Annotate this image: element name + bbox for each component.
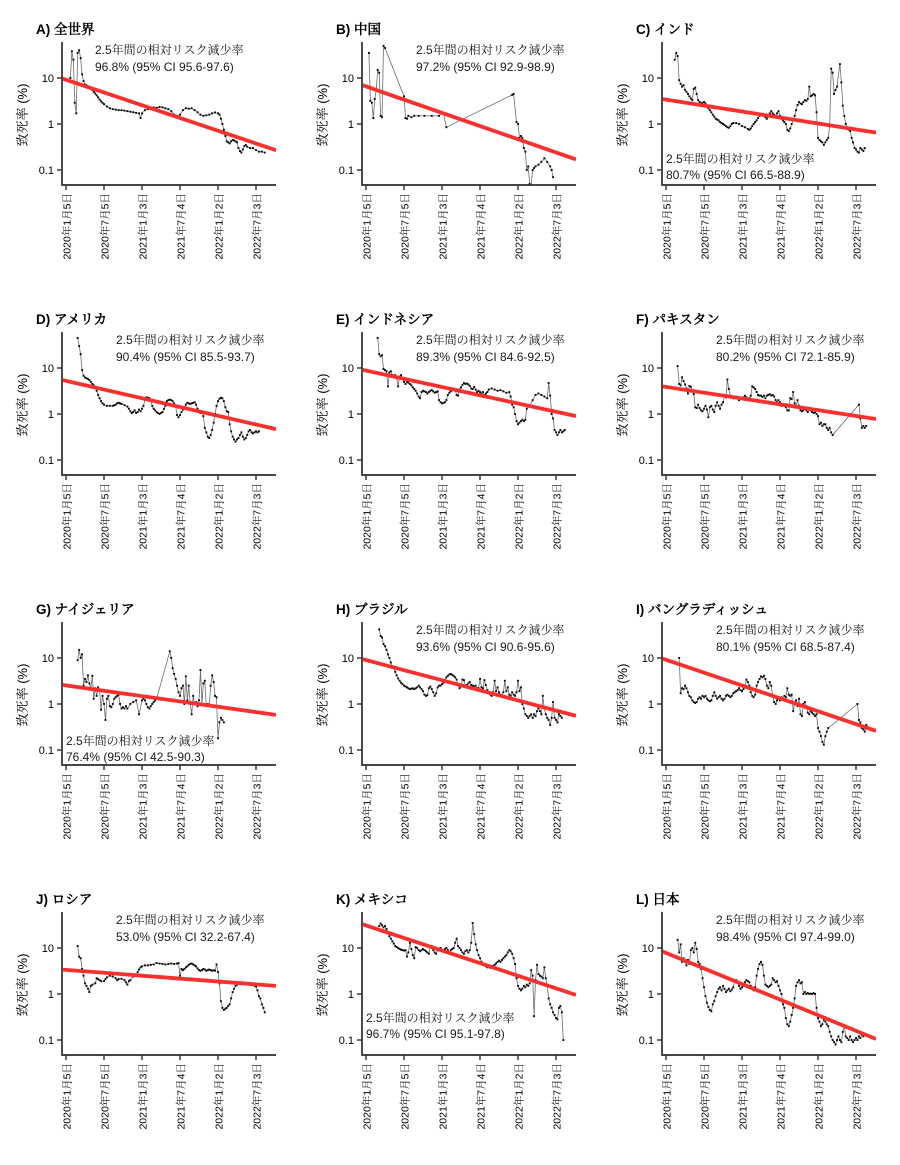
trend-line: [662, 951, 876, 1039]
chart-G: [0, 580, 300, 870]
y-tick-label: 0.1: [38, 1035, 54, 1047]
x-tick-label: 2021年7月4日: [175, 483, 188, 550]
series-line: [78, 650, 224, 738]
y-tick-label: 1: [47, 119, 54, 131]
x-tick-label: 2022年7月3日: [851, 773, 864, 840]
x-tick-label: 2020年7月5日: [99, 1063, 112, 1130]
y-tick-label: 10: [641, 73, 654, 85]
chart-B: [300, 0, 600, 290]
y-axis-label: 致死率 (%): [315, 373, 330, 437]
x-tick-label: 2020年7月5日: [399, 773, 412, 840]
x-ticks: [361, 1055, 564, 1130]
trend-line: [362, 924, 576, 995]
annotation-rrr-line2: 76.4% (95% CI 42.5-90.3): [66, 750, 205, 764]
y-axis-label: 致死率 (%): [615, 373, 630, 437]
trend-line: [62, 685, 276, 715]
trend-line: [362, 659, 576, 716]
x-tick-label: 2021年7月4日: [475, 483, 488, 550]
x-tick-label: 2020年1月5日: [361, 773, 374, 840]
panel-E: [300, 290, 600, 580]
trend-line: [362, 85, 576, 159]
y-tick-label: 10: [641, 653, 654, 665]
y-tick-label: 0.1: [338, 1035, 354, 1047]
annotation-rrr-line2: 89.3% (95% CI 84.6-92.5): [416, 350, 555, 364]
x-tick-label: 2022年7月3日: [251, 483, 264, 550]
x-tick-label: 2022年1月2日: [213, 193, 226, 260]
x-tick-label: 2021年1月3日: [737, 483, 750, 550]
chart-J: [0, 870, 300, 1160]
x-tick-label: 2021年7月4日: [775, 1063, 788, 1130]
y-tick-label: 1: [347, 699, 354, 711]
annotation-rrr-line2: 93.6% (95% CI 90.6-95.6): [416, 640, 555, 654]
x-tick-label: 2022年1月2日: [813, 773, 826, 840]
y-tick-label: 1: [47, 699, 54, 711]
chart-I: [600, 580, 900, 870]
x-tick-label: 2021年1月3日: [137, 773, 150, 840]
x-tick-label: 2022年1月2日: [213, 483, 226, 550]
panel-K: [300, 870, 600, 1160]
x-tick-label: 2022年7月3日: [251, 193, 264, 260]
x-tick-label: 2020年7月5日: [99, 193, 112, 260]
x-tick-label: 2021年7月4日: [175, 773, 188, 840]
panel-L: [600, 870, 900, 1160]
y-ticks: [39, 73, 62, 177]
y-ticks: [639, 363, 662, 467]
y-ticks: [39, 363, 62, 467]
x-tick-label: 2022年7月3日: [851, 483, 864, 550]
x-ticks: [661, 185, 864, 260]
x-tick-label: 2020年1月5日: [361, 193, 374, 260]
x-tick-label: 2021年7月4日: [475, 1063, 488, 1130]
x-tick-label: 2022年7月3日: [551, 773, 564, 840]
x-tick-label: 2022年1月2日: [813, 1063, 826, 1130]
y-ticks: [339, 943, 362, 1047]
panel-title: A) 全世界: [36, 22, 95, 37]
annotation-rrr-line1: 2.5年間の相対リスク減少率: [116, 913, 265, 927]
x-ticks: [361, 185, 564, 260]
x-tick-label: 2020年1月5日: [661, 483, 674, 550]
x-tick-label: 2021年1月3日: [137, 483, 150, 550]
x-tick-label: 2022年1月2日: [813, 483, 826, 550]
y-axis-label: 致死率 (%): [615, 663, 630, 727]
chart-A: [0, 0, 300, 290]
panel-title: C) インド: [636, 22, 695, 37]
x-tick-label: 2020年1月5日: [661, 773, 674, 840]
x-tick-label: 2022年7月3日: [251, 1063, 264, 1130]
panel-D: [0, 290, 300, 580]
panel-F: [600, 290, 900, 580]
x-tick-label: 2020年7月5日: [699, 1063, 712, 1130]
annotation-rrr-line1: 2.5年間の相対リスク減少率: [366, 1011, 515, 1025]
x-tick-label: 2021年1月3日: [737, 773, 750, 840]
x-tick-label: 2020年7月5日: [699, 483, 712, 550]
annotation-rrr-line2: 97.2% (95% CI 92.9-98.9): [416, 60, 555, 74]
x-tick-label: 2021年7月4日: [175, 193, 188, 260]
y-tick-label: 0.1: [38, 455, 54, 467]
panel-B: [300, 0, 600, 290]
x-tick-label: 2020年1月5日: [661, 193, 674, 260]
x-tick-label: 2021年7月4日: [475, 773, 488, 840]
x-ticks: [61, 1055, 264, 1130]
y-ticks: [39, 943, 62, 1047]
x-ticks: [61, 475, 264, 550]
chart-H: [300, 580, 600, 870]
annotation-rrr-line1: 2.5年間の相対リスク減少率: [95, 43, 244, 57]
y-tick-label: 0.1: [38, 165, 54, 177]
series-markers: [678, 657, 868, 746]
x-tick-label: 2022年1月2日: [513, 773, 526, 840]
panel-J: [0, 870, 300, 1160]
y-tick-label: 0.1: [638, 455, 654, 467]
panel-title: K) メキシコ: [336, 892, 408, 907]
y-ticks: [639, 653, 662, 757]
y-axis-label: 致死率 (%): [315, 83, 330, 147]
x-tick-label: 2021年1月3日: [137, 193, 150, 260]
x-tick-label: 2021年7月4日: [175, 1063, 188, 1130]
chart-D: [0, 290, 300, 580]
x-tick-label: 2022年7月3日: [551, 483, 564, 550]
x-tick-label: 2020年1月5日: [61, 773, 74, 840]
y-ticks: [639, 73, 662, 177]
panel-title: F) パキスタン: [636, 312, 720, 327]
y-tick-label: 1: [647, 699, 654, 711]
y-axis-label: 致死率 (%): [15, 83, 30, 147]
x-tick-label: 2021年1月3日: [437, 1063, 450, 1130]
y-ticks: [339, 653, 362, 757]
y-tick-label: 10: [41, 653, 54, 665]
x-tick-label: 2021年7月4日: [475, 193, 488, 260]
panel-H: [300, 580, 600, 870]
y-tick-label: 10: [341, 943, 354, 955]
panel-title: L) 日本: [636, 892, 680, 907]
annotation-rrr-line1: 2.5年間の相対リスク減少率: [666, 152, 815, 166]
panel-C: [600, 0, 900, 290]
x-tick-label: 2022年7月3日: [851, 193, 864, 260]
y-tick-label: 1: [347, 119, 354, 131]
y-tick-label: 0.1: [338, 455, 354, 467]
series-line: [678, 366, 867, 435]
x-tick-label: 2020年7月5日: [99, 483, 112, 550]
y-axis-label: 致死率 (%): [315, 953, 330, 1017]
series-markers: [674, 52, 866, 154]
x-tick-label: 2022年1月2日: [513, 483, 526, 550]
y-axis-label: 致死率 (%): [615, 953, 630, 1017]
y-axis-label: 致死率 (%): [15, 373, 30, 437]
x-tick-label: 2020年7月5日: [399, 483, 412, 550]
x-tick-label: 2022年7月3日: [251, 773, 264, 840]
x-tick-label: 2022年1月2日: [813, 193, 826, 260]
x-tick-label: 2020年1月5日: [61, 483, 74, 550]
x-tick-label: 2020年7月5日: [399, 1063, 412, 1130]
x-tick-label: 2022年7月3日: [551, 193, 564, 260]
y-ticks: [339, 73, 362, 177]
x-tick-label: 2020年1月5日: [361, 1063, 374, 1130]
y-tick-label: 10: [41, 363, 54, 375]
annotation-rrr-line2: 80.7% (95% CI 66.5-88.9): [666, 168, 805, 182]
y-axis-label: 致死率 (%): [315, 663, 330, 727]
panel-title: H) ブラジル: [336, 602, 408, 617]
x-tick-label: 2022年1月2日: [213, 1063, 226, 1130]
annotation-rrr-line2: 96.7% (95% CI 95.1-97.8): [366, 1027, 505, 1041]
x-tick-label: 2020年7月5日: [699, 773, 712, 840]
panel-A: [0, 0, 300, 290]
chart-K: [300, 870, 600, 1160]
y-tick-label: 10: [341, 653, 354, 665]
x-tick-label: 2020年7月5日: [99, 773, 112, 840]
annotation-rrr-line2: 53.0% (95% CI 32.2-67.4): [116, 930, 255, 944]
x-ticks: [661, 1055, 864, 1130]
chart-C: [600, 0, 900, 290]
chart-E: [300, 290, 600, 580]
y-tick-label: 1: [47, 409, 54, 421]
y-tick-label: 10: [41, 943, 54, 955]
x-tick-label: 2022年1月2日: [513, 193, 526, 260]
y-tick-label: 0.1: [338, 165, 354, 177]
x-tick-label: 2021年7月4日: [775, 773, 788, 840]
annotation-rrr-line2: 80.1% (95% CI 68.5-87.4): [716, 640, 855, 654]
annotation-rrr-line1: 2.5年間の相対リスク減少率: [116, 333, 265, 347]
x-tick-label: 2021年1月3日: [437, 773, 450, 840]
series-markers: [677, 365, 867, 436]
annotation-rrr-line2: 96.8% (95% CI 95.6-97.6): [95, 60, 234, 74]
y-tick-label: 10: [41, 73, 54, 85]
x-tick-label: 2020年1月5日: [661, 1063, 674, 1130]
y-tick-label: 10: [641, 363, 654, 375]
panel-title: I) バングラディッシュ: [636, 602, 768, 617]
x-tick-label: 2022年7月3日: [551, 1063, 564, 1130]
trend-line: [662, 386, 876, 419]
x-tick-label: 2021年7月4日: [775, 193, 788, 260]
x-tick-label: 2020年7月5日: [699, 193, 712, 260]
x-ticks: [661, 765, 864, 840]
annotation-rrr-line1: 2.5年間の相対リスク減少率: [416, 333, 565, 347]
x-tick-label: 2022年1月2日: [213, 773, 226, 840]
annotation-rrr-line1: 2.5年間の相対リスク減少率: [416, 43, 565, 57]
y-tick-label: 1: [647, 409, 654, 421]
x-tick-label: 2020年1月5日: [61, 1063, 74, 1130]
y-tick-label: 0.1: [638, 1035, 654, 1047]
x-ticks: [661, 475, 864, 550]
trend-line: [62, 380, 276, 429]
panel-title: E) インドネシア: [336, 312, 435, 327]
panel-title: J) ロシア: [36, 892, 93, 907]
x-tick-label: 2020年1月5日: [361, 483, 374, 550]
y-ticks: [639, 943, 662, 1047]
annotation-rrr-line2: 98.4% (95% CI 97.4-99.0): [716, 930, 855, 944]
x-tick-label: 2022年1月2日: [513, 1063, 526, 1130]
y-tick-label: 0.1: [638, 165, 654, 177]
y-tick-label: 10: [341, 363, 354, 375]
x-tick-label: 2022年7月3日: [851, 1063, 864, 1130]
x-tick-label: 2021年1月3日: [437, 483, 450, 550]
annotation-rrr-line1: 2.5年間の相対リスク減少率: [416, 623, 565, 637]
y-axis-label: 致死率 (%): [15, 953, 30, 1017]
x-tick-label: 2021年1月3日: [737, 1063, 750, 1130]
chart-L: [600, 870, 900, 1160]
y-tick-label: 0.1: [338, 745, 354, 757]
y-ticks: [39, 653, 62, 757]
trend-line: [662, 658, 876, 731]
series-line: [678, 940, 864, 1045]
y-tick-label: 1: [47, 989, 54, 1001]
panel-title: B) 中国: [336, 22, 381, 37]
panel-G: [0, 580, 300, 870]
annotation-rrr-line2: 80.2% (95% CI 72.1-85.9): [716, 350, 855, 364]
annotation-rrr-line2: 90.4% (95% CI 85.5-93.7): [116, 350, 255, 364]
y-axis-label: 致死率 (%): [15, 663, 30, 727]
y-tick-label: 10: [341, 73, 354, 85]
x-ticks: [361, 475, 564, 550]
panel-title: G) ナイジェリア: [36, 602, 135, 617]
x-ticks: [361, 765, 564, 840]
x-tick-label: 2021年1月3日: [437, 193, 450, 260]
panel-I: [600, 580, 900, 870]
panel-title: D) アメリカ: [36, 312, 108, 327]
y-axis-label: 致死率 (%): [615, 83, 630, 147]
y-tick-label: 10: [641, 943, 654, 955]
y-tick-label: 1: [647, 989, 654, 1001]
x-tick-label: 2021年1月3日: [737, 193, 750, 260]
y-tick-label: 1: [647, 119, 654, 131]
x-tick-label: 2020年7月5日: [399, 193, 412, 260]
annotation-rrr-line1: 2.5年間の相対リスク減少率: [716, 913, 865, 927]
trend-line: [362, 370, 576, 416]
trend-line: [62, 78, 276, 150]
x-ticks: [61, 185, 264, 260]
annotation-rrr-line1: 2.5年間の相対リスク減少率: [716, 333, 865, 347]
y-tick-label: 1: [347, 409, 354, 421]
annotation-rrr-line1: 2.5年間の相対リスク減少率: [716, 623, 865, 637]
x-tick-label: 2020年1月5日: [61, 193, 74, 260]
x-ticks: [61, 765, 264, 840]
y-tick-label: 0.1: [38, 745, 54, 757]
x-tick-label: 2021年1月3日: [137, 1063, 150, 1130]
y-tick-label: 1: [347, 989, 354, 1001]
y-ticks: [339, 363, 362, 467]
x-tick-label: 2021年7月4日: [775, 483, 788, 550]
y-tick-label: 0.1: [638, 745, 654, 757]
annotation-rrr-line1: 2.5年間の相対リスク減少率: [66, 734, 215, 748]
chart-F: [600, 290, 900, 580]
